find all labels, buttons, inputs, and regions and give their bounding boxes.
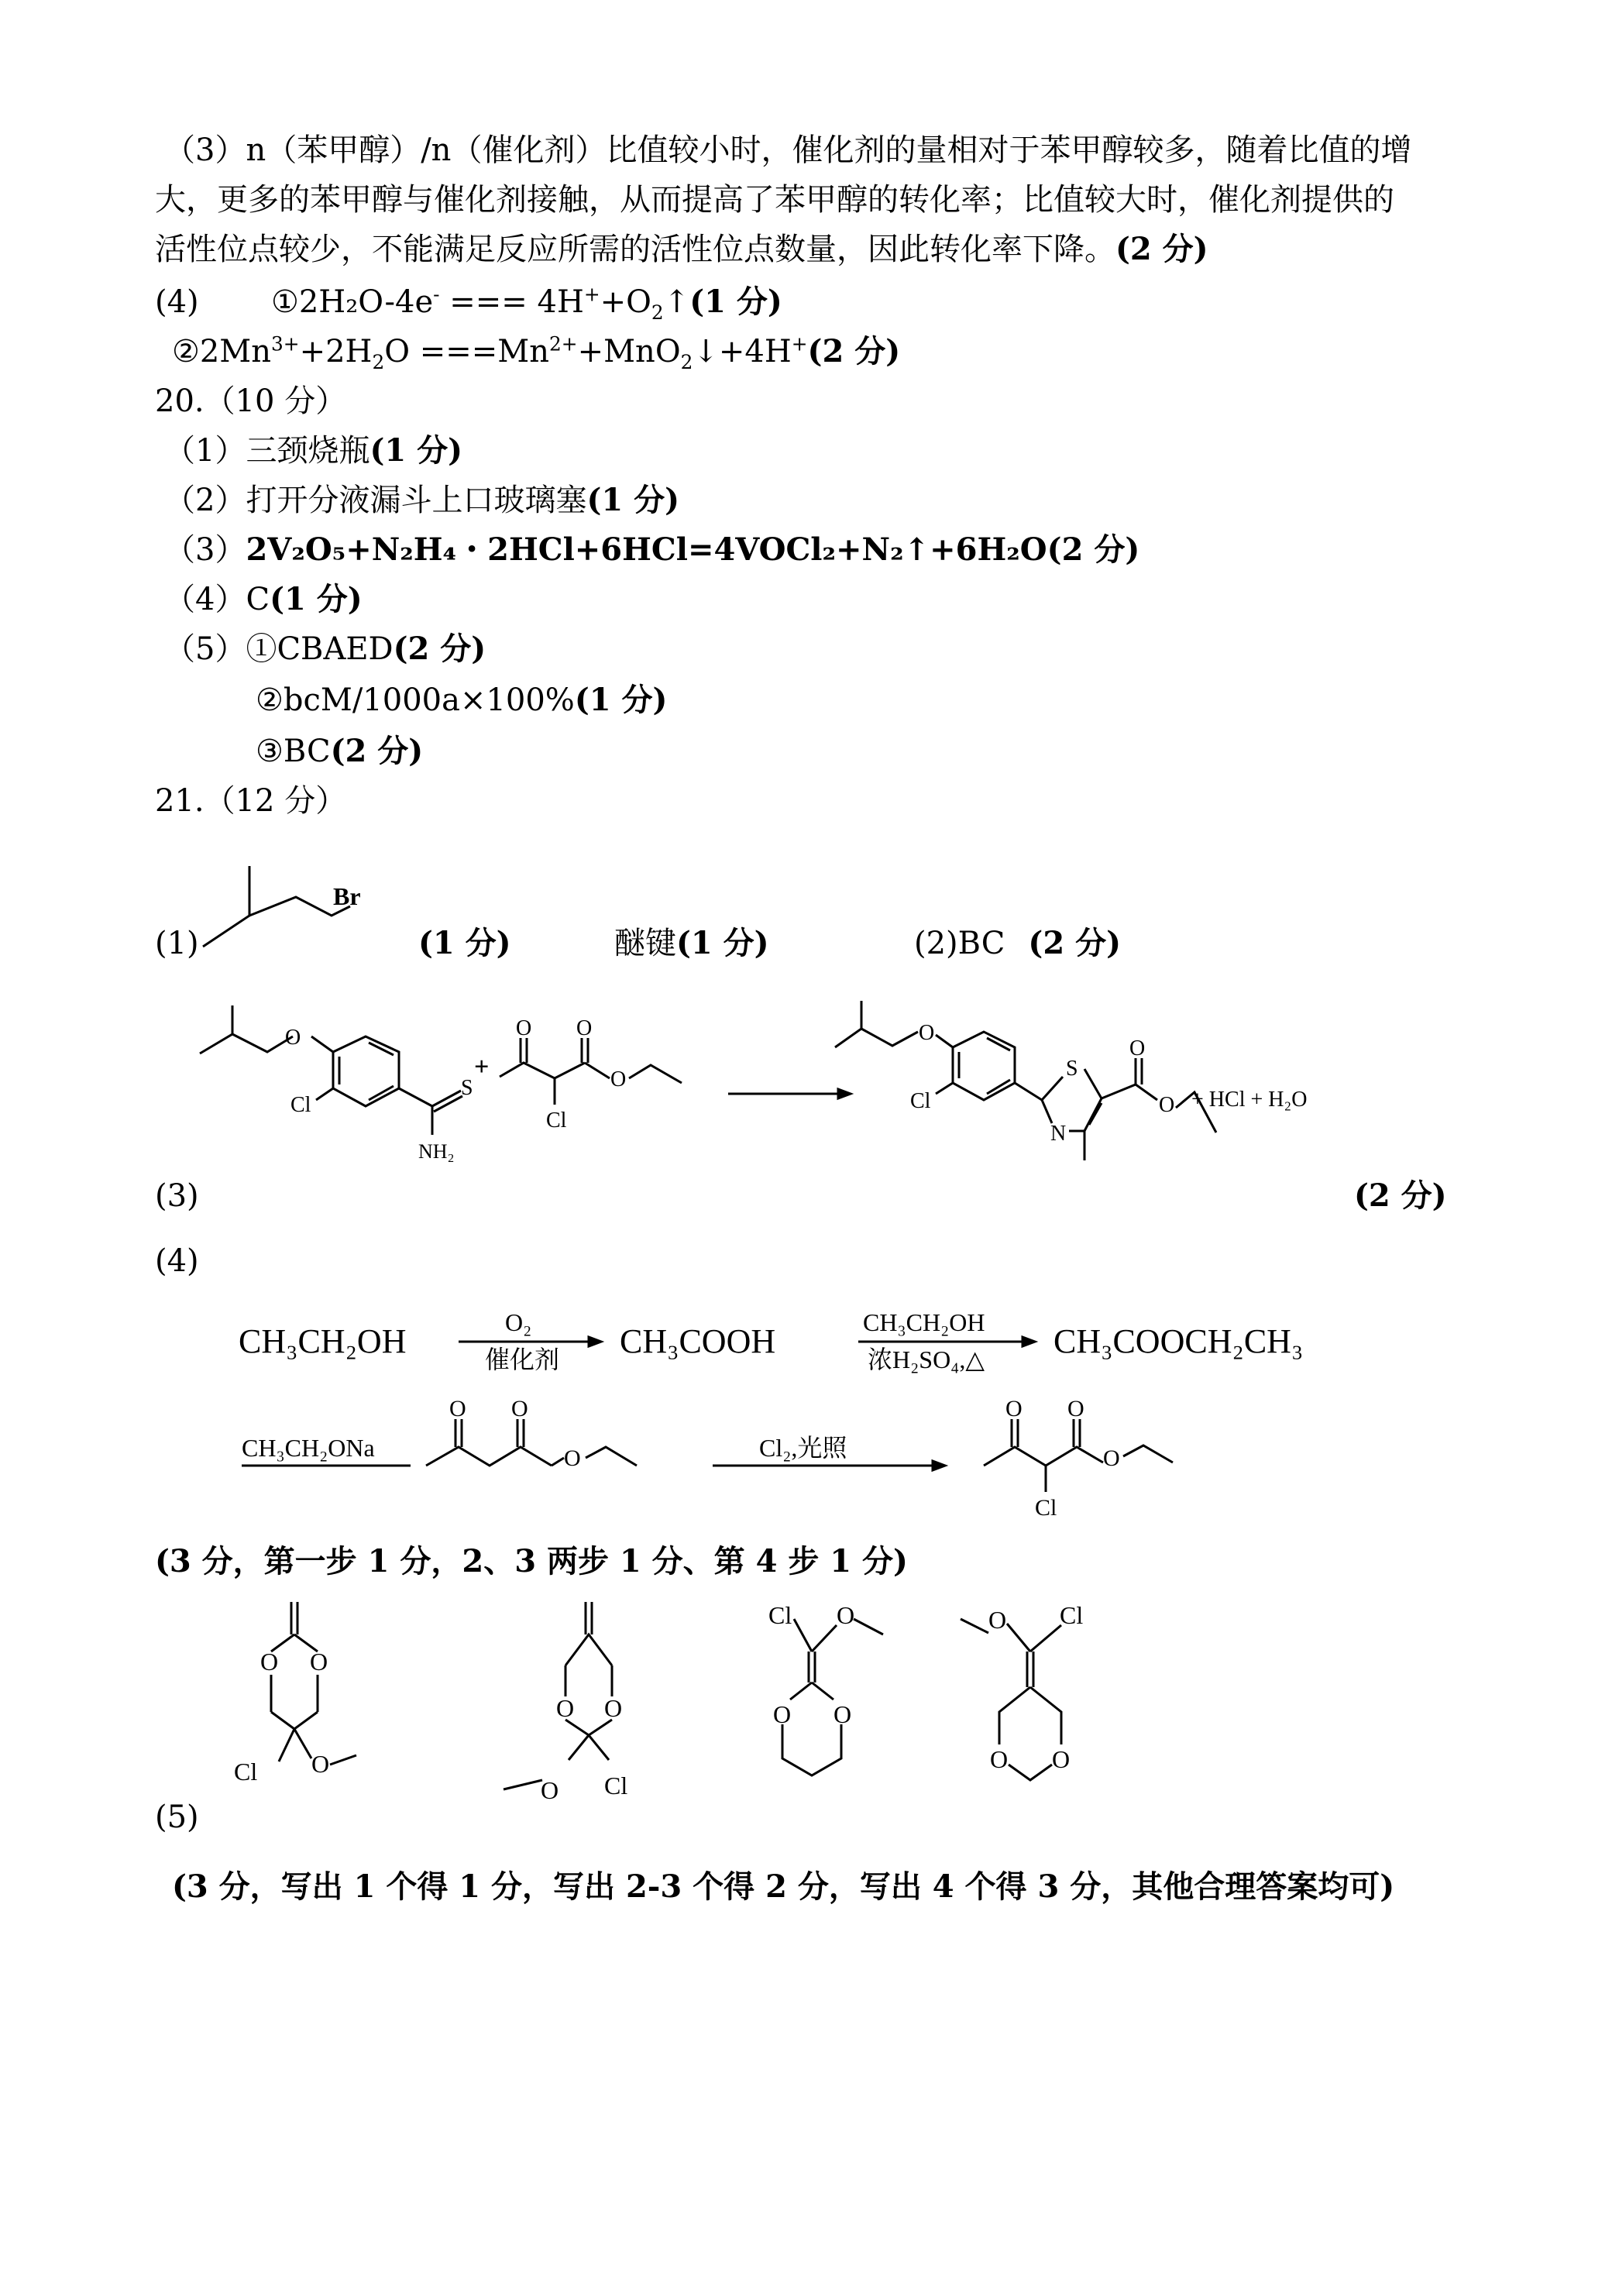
ethyl-acetate: CH₃COOCH₂CH₃ (1053, 1322, 1304, 1360)
thiazole-nitrogen: N (1050, 1122, 1067, 1146)
synthesis-route (232, 1294, 1410, 1542)
q20-a5-3 (256, 733, 423, 770)
q20-a1-label: （1）三颈烧瓶 (164, 433, 370, 469)
iso2-oxygen-left: O (556, 1694, 575, 1722)
q20-a5 (164, 631, 486, 668)
q20-a3-label: （3） (164, 532, 246, 568)
iso4-oxygen-right: O (1052, 1745, 1071, 1773)
iso3-oxygen-right: O (833, 1700, 852, 1728)
q19-4-eq2-mid: +2H (299, 334, 373, 369)
q21-p1-ether-score: (1 分) (676, 925, 769, 961)
q19-3-line3 (155, 231, 1208, 268)
q20-a2-label: （2）打开分液漏斗上口玻璃塞 (164, 483, 587, 518)
q19-3-line2: 大，更多的苯甲醇与催化剂接触，从而提高了苯甲醇的转化率；比值较大时，催化剂提供的 (155, 182, 1394, 218)
aceto-carbonyl-oxygen: O (511, 1396, 528, 1421)
iso1-oxygen-left: O (260, 1648, 279, 1676)
iso1-oxygen-methoxy: O (311, 1750, 330, 1778)
q21-p2-score: (2 分) (1028, 925, 1122, 961)
iso2-oxygen-methoxy: O (541, 1776, 559, 1804)
q20-a1-score: (1 分) (369, 432, 463, 469)
product-ester-oxygen: O (1159, 1093, 1175, 1117)
iso1-chlorine: Cl (234, 1758, 258, 1786)
step2-reagent: CH₃CH₂OH (863, 1308, 985, 1336)
step2-conditions: 浓H₂SO₄,△ (868, 1346, 985, 1373)
iso2-oxygen-right: O (604, 1694, 623, 1722)
step1-catalyst: 催化剂 (485, 1346, 560, 1373)
q20-a5-2-text: ②bcM/1000a×100% (256, 682, 575, 718)
q20-a5-2 (256, 682, 667, 719)
step1-reagent: O₂ (505, 1308, 532, 1336)
byproducts: + HCl + H₂O (1191, 1088, 1308, 1112)
q19-3-score: (2 分) (1115, 231, 1208, 267)
product-ester-oxygen-2: O (1103, 1445, 1120, 1471)
q19-4-eq2-mid4: ↓+4H (693, 334, 792, 369)
q20-a5-label: （5）①CBAED (164, 631, 394, 667)
iso1-oxygen-right: O (310, 1648, 328, 1676)
keto-oxygen: O (516, 1016, 532, 1040)
iso4-chlorine: Cl (1060, 1601, 1084, 1629)
q19-4-eq2-mid2: O ===Mn (384, 334, 550, 369)
iso4-oxygen-left: O (990, 1745, 1009, 1773)
reactant-chlorine: Cl (290, 1093, 311, 1117)
q20-a2 (164, 482, 679, 519)
iso3-chlorine: Cl (768, 1601, 792, 1629)
aceto-ester-oxygen: O (564, 1445, 581, 1471)
product-chlorine-2: Cl (1035, 1495, 1057, 1521)
q20-a5-3-score: (2 分) (330, 733, 424, 769)
q21-p4-note: (3 分，第一步 1 分，2、3 两步 1 分、第 4 步 1 分) (155, 1543, 908, 1579)
q19-3-line1: （3）n（苯甲醇）/n（催化剂）比值较小时，催化剂的量相对于苯甲醇较多，随着比值的增 (164, 132, 1412, 168)
q19-4-eq2-mid3: +MnO (577, 334, 681, 369)
q20-a5-score: (2 分) (393, 631, 486, 667)
q19-4-eq1-lead: ①2H₂O-4e (271, 284, 434, 320)
bromine-label: Br (333, 882, 361, 910)
iso3-oxygen-methoxy: O (837, 1601, 855, 1629)
q21-p4-num: (4) (155, 1243, 199, 1279)
q19-4-eq2: $②2Mn^{3+}+2H_2O$ $===Mn^{2+}+MnO_2↓+4H^+(2$ 分) (172, 332, 901, 373)
product-ether-oxygen: O (919, 1021, 935, 1045)
product-carbonyl-oxygen: O (1129, 1036, 1146, 1060)
q21-p3-score: (2 分) (1354, 1177, 1447, 1214)
step4-reagent: Cl₂,光照 (759, 1434, 847, 1462)
q21-p5-note: (3 分，写出 1 个得 1 分，写出 2-3 个得 2 分，写出 4 个得 3 分，其他合理答案均可) (172, 1868, 1395, 1905)
product-chlorine: Cl (910, 1089, 931, 1113)
q19-4-eq1-tail: +O (600, 284, 651, 320)
q21-p1-num: (1) (155, 926, 199, 961)
q20-header: 20.（10 分） (155, 383, 347, 419)
q19-4-eq2-lead: ②2Mn (172, 334, 272, 369)
iso3-oxygen-left: O (773, 1700, 792, 1728)
isomer-structures (217, 1596, 1270, 1844)
q20-a3-eq: 2V₂O₅+N₂H₄・2HCl+6HCl=4VOCl₂+N₂↑+6H₂O (246, 531, 1047, 568)
q20-a3 (164, 531, 1139, 569)
alpha-chlorine: Cl (546, 1108, 567, 1133)
reactant-plus: + (474, 1053, 490, 1081)
q20-a5-3-text: ③BC (256, 734, 331, 769)
product-carbonyl-oxygen-2: O (1067, 1396, 1084, 1421)
q19-4-eq1-end: ↑ (663, 284, 690, 320)
q21-p2-text: (2)BC (914, 926, 1005, 961)
step3-reagent: CH₃CH₂ONa (242, 1434, 375, 1462)
iso2-chlorine: Cl (604, 1772, 628, 1799)
q19-4-num: (4) (155, 284, 199, 320)
q20-a1 (164, 432, 462, 469)
product-keto-oxygen: O (1005, 1396, 1023, 1421)
q21-header: 21.（12 分） (155, 783, 347, 819)
amide-nh2: NH₂ (418, 1140, 455, 1163)
q20-a4-score: (1 分) (270, 581, 363, 617)
q19-4-eq1: ①2H₂O-4e- === $4H^++O_2↑(1$ 分) (271, 283, 782, 324)
q20-a4 (164, 581, 363, 618)
thiazole-reaction-scheme (186, 992, 1394, 1239)
iso4-oxygen-methoxy: O (988, 1606, 1007, 1634)
ethanol: CH₃CH₂OH (239, 1322, 407, 1360)
ester-oxygen: O (610, 1067, 627, 1091)
q19-4-eq2-score: (2 分) (807, 333, 901, 369)
q21-p5-num: (5) (155, 1799, 199, 1835)
acetic-acid: CH₃COOH (620, 1322, 776, 1360)
aceto-keto-oxygen: O (449, 1396, 466, 1421)
thione-sulfur: S (461, 1076, 473, 1100)
q21-p1-ether (614, 925, 769, 962)
isobutyl-bromide-structure (194, 852, 380, 961)
reactant-ether-oxygen: O (285, 1026, 301, 1050)
thiazole-sulfur: S (1066, 1057, 1078, 1081)
q19-4-eq1-rest: === 4H (449, 284, 584, 320)
q21-p1-score: (1 分) (418, 925, 511, 961)
q20-a2-score: (1 分) (586, 482, 680, 518)
q20-a3-score: (2 分) (1047, 531, 1140, 568)
q20-a5-2-score: (1 分) (574, 682, 668, 718)
q20-a4-label: （4）C (164, 582, 270, 617)
q21-p3-num: (3) (155, 1178, 199, 1214)
ester-carbonyl-oxygen: O (576, 1016, 593, 1040)
q19-3-line3-text: 活性位点较少，不能满足反应所需的活性位点数量，因此转化率下降。 (155, 232, 1115, 267)
q21-p1-ether-text: 醚键 (614, 926, 676, 961)
q19-4-eq1-score: (1 分) (689, 284, 782, 320)
q21-p2 (914, 925, 1121, 962)
